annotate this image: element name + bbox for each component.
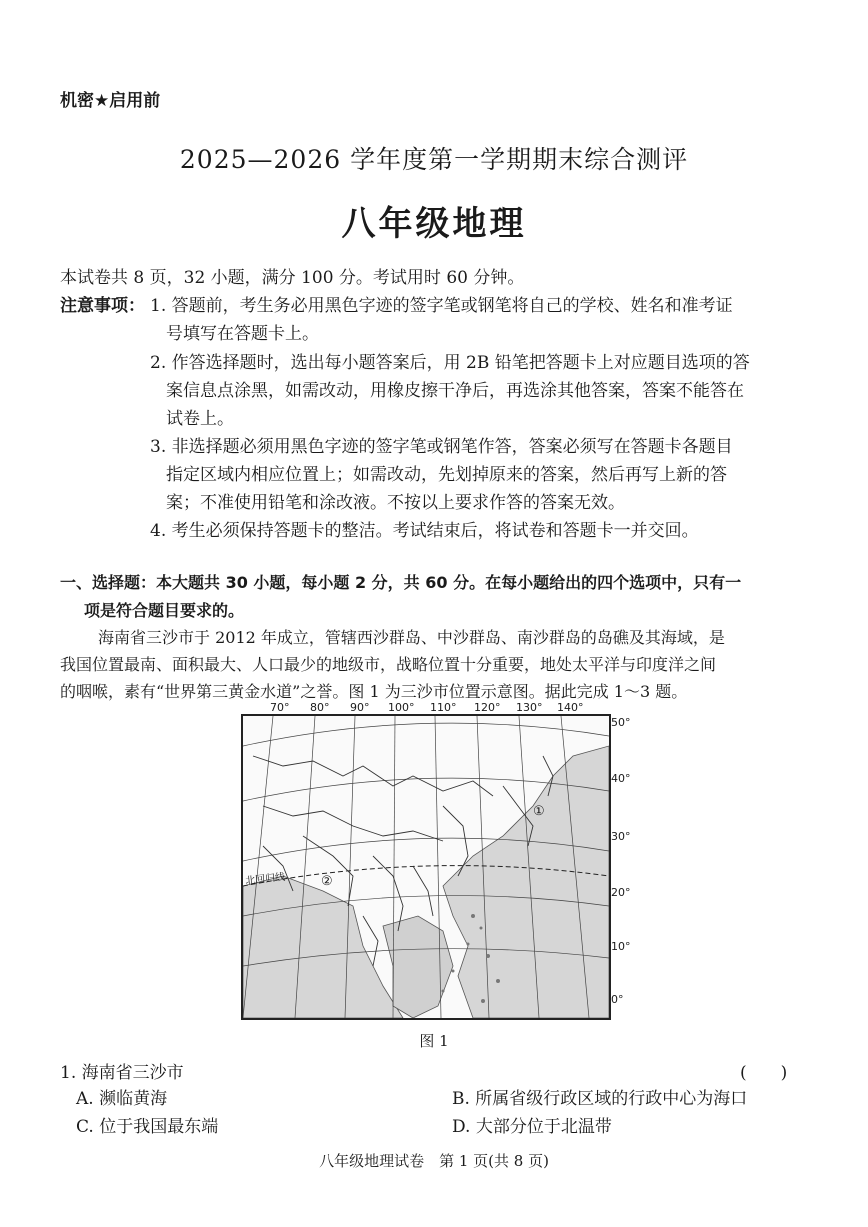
longitude-label: 70°: [270, 701, 290, 714]
option-a: A. 濒临黄海: [76, 1089, 168, 1109]
longitude-label: 110°: [430, 701, 457, 714]
marker-2: ②: [321, 874, 333, 889]
note-line: 1. 答题前，考生务必用黑色字迹的签字笔或钢笔将自己的学校、姓名和准考证: [150, 296, 733, 316]
answer-bracket: ( ): [740, 1063, 788, 1083]
longitude-label: 90°: [350, 701, 370, 714]
tropic-label: 北回归线: [244, 871, 286, 888]
sansha-location-map: [241, 714, 611, 1020]
figure-caption: 图 1: [419, 1032, 449, 1050]
map-svg: [243, 716, 609, 1018]
note-line: 试卷上。: [166, 409, 234, 429]
longitude-label: 100°: [388, 701, 415, 714]
note-line: 号填写在答题卡上。: [166, 324, 319, 344]
note-line: 3. 非选择题必须用黑色字迹的签字笔或钢笔作答，答案必须写在答题卡各题目: [150, 437, 733, 457]
option-d: D. 大部分位于北温带: [452, 1117, 612, 1137]
latitude-label: 20°: [611, 886, 631, 899]
latitude-label: 40°: [611, 772, 631, 785]
confidential-mark: 机密★启用前: [60, 91, 161, 111]
exam-title: 2025—2026 学年度第一学期期末综合测评: [179, 145, 689, 174]
notes-label: 注意事项：: [60, 296, 145, 316]
latitude-label: 0°: [611, 993, 624, 1006]
note-line: 2. 作答选择题时，选出每小题答案后，用 2B 铅笔把答题卡上对应题目选项的答: [150, 353, 750, 373]
section-heading-cont: 项是符合题目要求的。: [84, 601, 245, 620]
latitude-label: 50°: [611, 716, 631, 729]
pacific-ocean-area: [443, 746, 609, 1018]
note-line: 案信息点涂黑，如需改动，用橡皮擦干净后，再选涂其他答案，答案不能答在: [166, 381, 744, 401]
longitude-label: 120°: [474, 701, 501, 714]
longitude-label: 80°: [310, 701, 330, 714]
marker-1: ①: [533, 804, 545, 819]
subject-title: 八年级地理: [341, 204, 527, 244]
question-stem: 1. 海南省三沙市: [60, 1063, 184, 1083]
latitude-label: 30°: [611, 830, 631, 843]
note-line: 4. 考生必须保持答题卡的整洁。考试结束后，将试卷和答题卡一并交回。: [150, 521, 699, 541]
passage-line: 海南省三沙市于 2012 年成立，管辖西沙群岛、中沙群岛、南沙群岛的岛礁及其海域，是: [98, 628, 725, 647]
note-line: 指定区域内相应位置上；如需改动，先划掉原来的答案，然后再写上新的答: [166, 465, 727, 485]
longitude-label: 140°: [557, 701, 584, 714]
latitude-label: 10°: [611, 940, 631, 953]
option-b: B. 所属省级行政区域的行政中心为海口: [452, 1089, 748, 1109]
longitude-label: 130°: [516, 701, 543, 714]
indian-ocean-area: [243, 876, 403, 1018]
option-c: C. 位于我国最东端: [76, 1117, 219, 1137]
passage-line: 我国位置最南、面积最大、人口最少的地级市，战略位置十分重要，地处太平洋与印度洋之间: [60, 655, 717, 674]
exam-intro: 本试卷共 8 页，32 小题，满分 100 分。考试用时 60 分钟。: [60, 268, 525, 288]
page-footer: 八年级地理试卷 第 1 页(共 8 页): [319, 1152, 549, 1170]
section-heading: 一、选择题：本大题共 30 小题，每小题 2 分，共 60 分。在每小题给出的四个选项中，只有一: [60, 573, 742, 592]
passage-line: 的咽喉，素有“世界第三黄金水道”之誉。图 1 为三沙市位置示意图。据此完成 1～3 题。: [60, 682, 688, 701]
note-line: 案；不准使用铅笔和涂改液。不按以上要求作答的答案无效。: [166, 493, 625, 513]
